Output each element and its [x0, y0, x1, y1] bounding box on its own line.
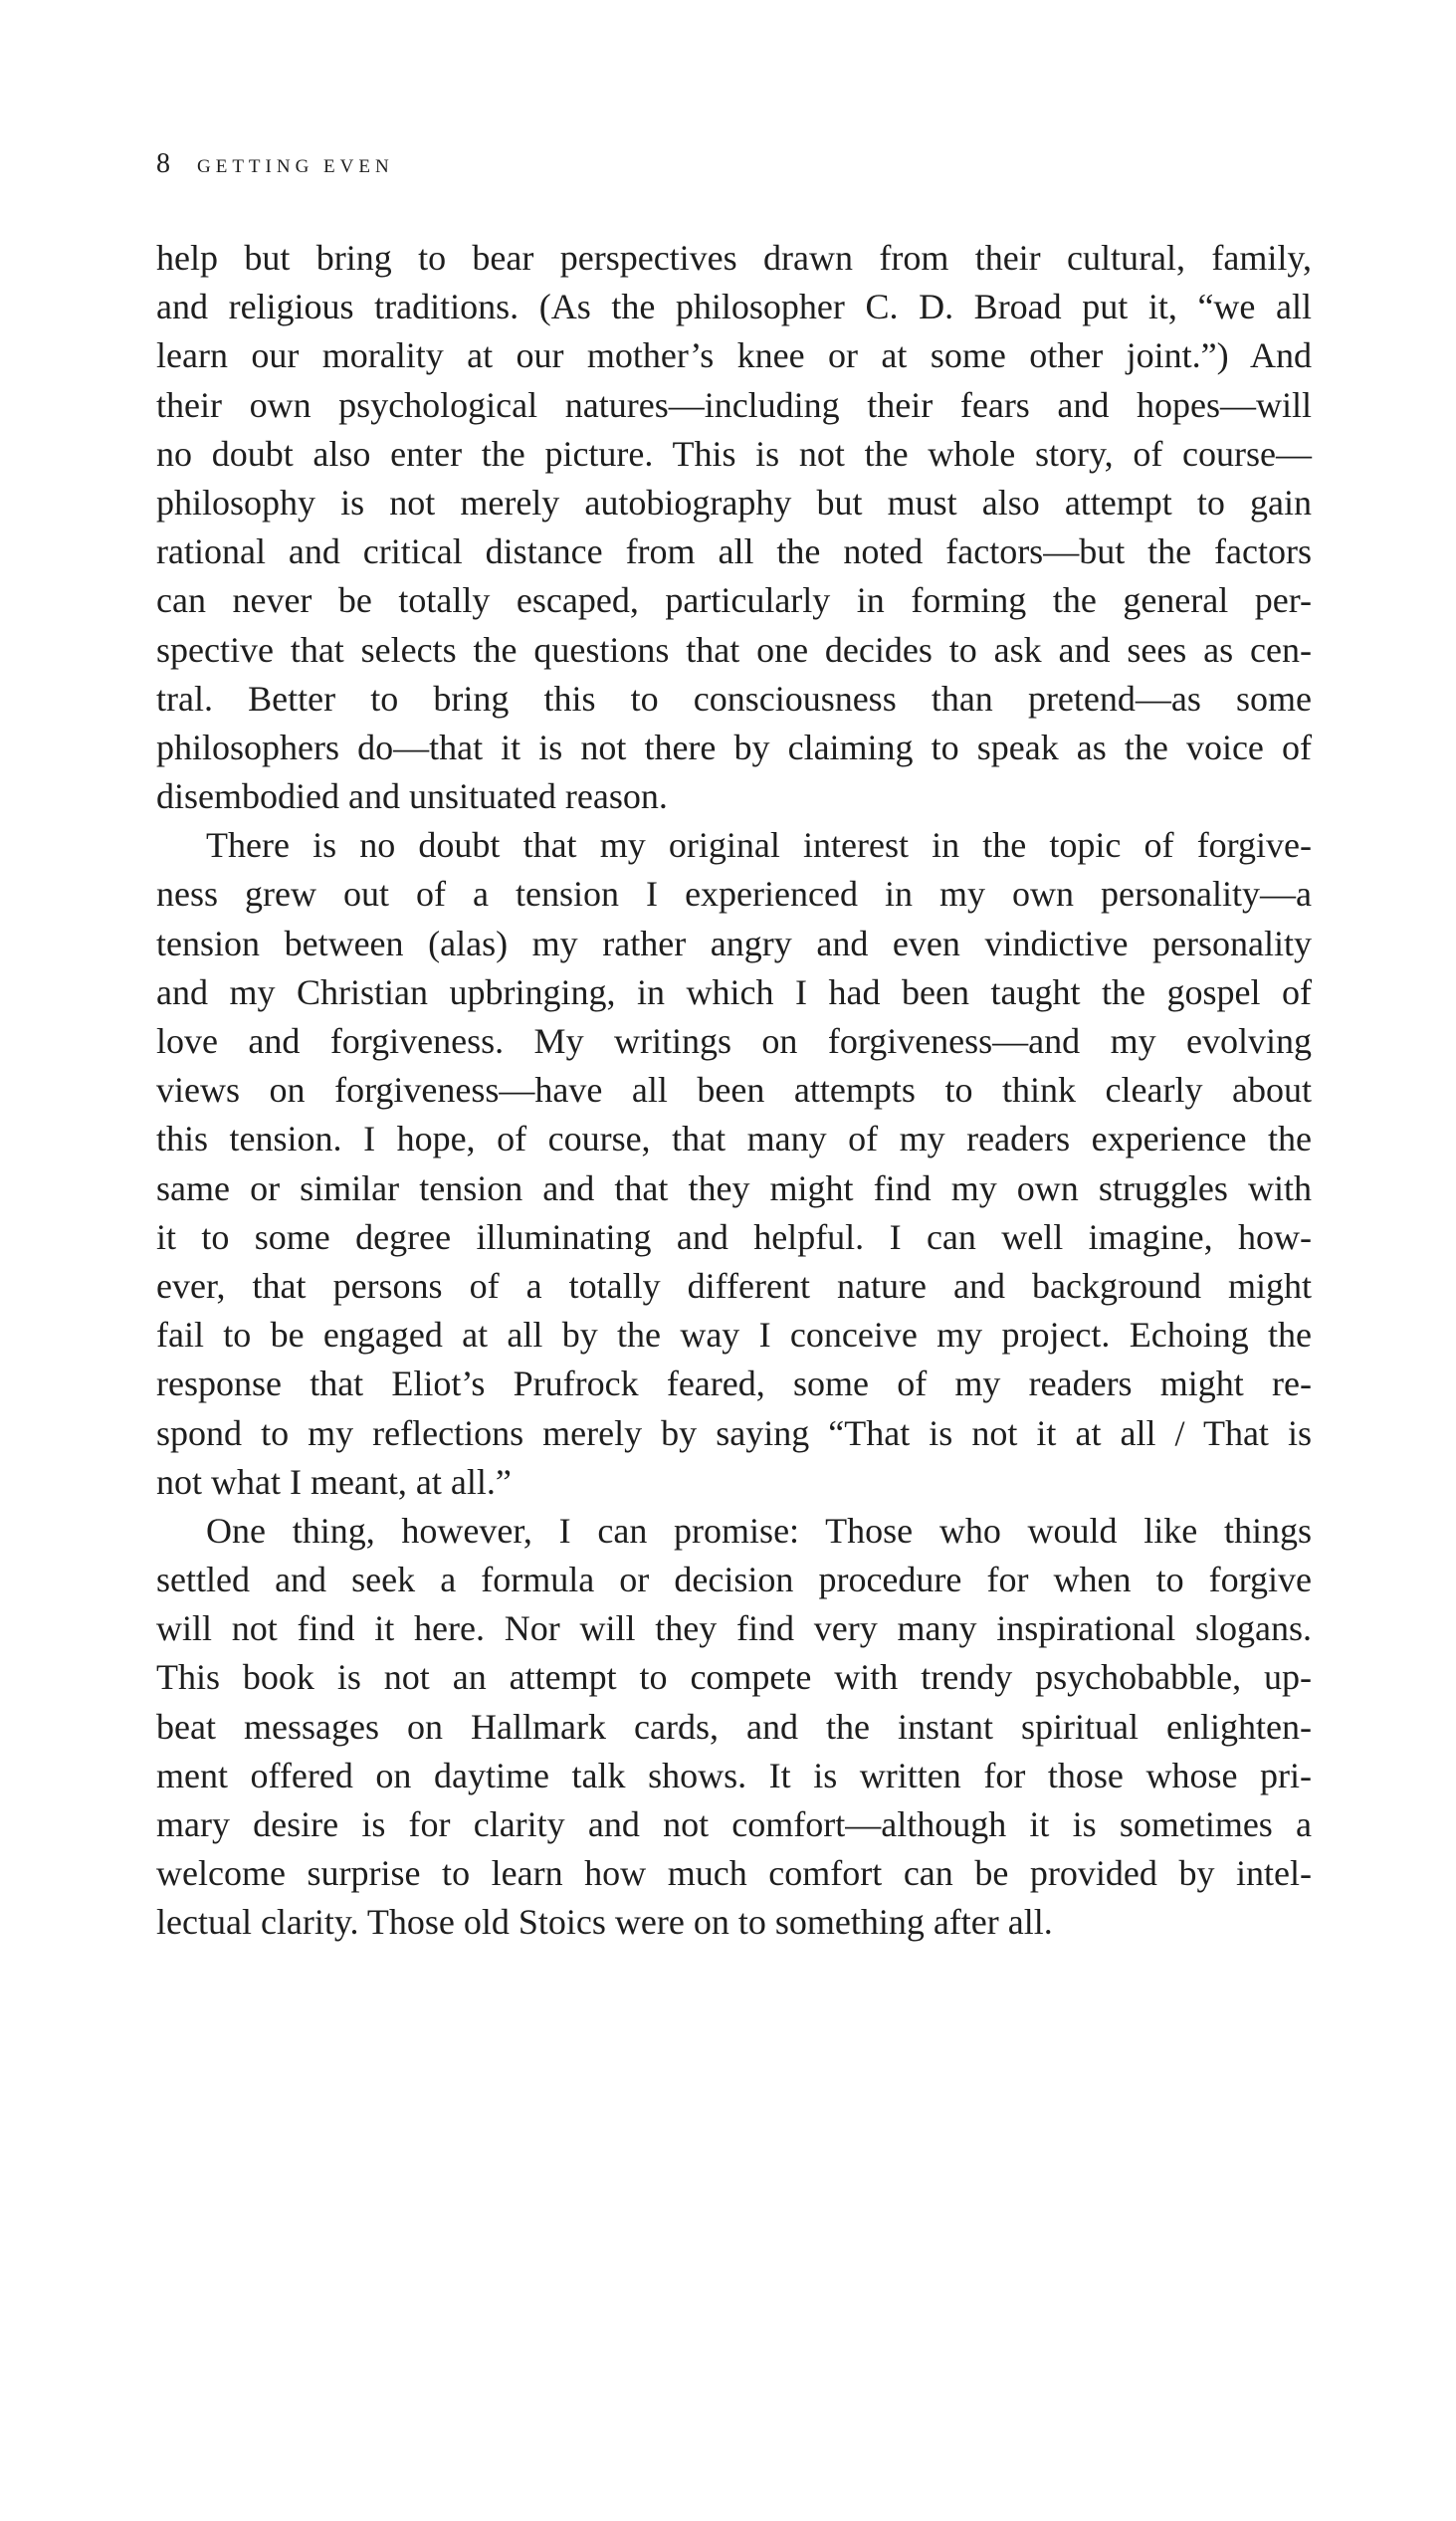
text-line: rational and critical distance from all the noted factors—but the factors — [156, 531, 1312, 572]
text-line: ness grew out of a tension I experienced in my own personality—a — [156, 874, 1312, 915]
text-line: lectual clarity. Those old Stoics were on to something after all. — [156, 1902, 1053, 1943]
text-line: love and forgiveness. My writings on forgiveness—and my evolving — [156, 1021, 1312, 1061]
text-line: beat messages on Hallmark cards, and the instant spiritual enlighten- — [156, 1706, 1312, 1747]
text-line: philosophers do—that it is not there by claiming to speak as the voice of — [156, 727, 1312, 767]
text-line: help but bring to bear perspectives drawn from their cultural, family, — [156, 238, 1312, 278]
text-line: There is no doubt that my original interest in the topic of forgive- — [206, 825, 1312, 866]
text-line: welcome surprise to learn how much comfort can be provided by intel- — [156, 1853, 1312, 1894]
text-line: will not find it here. Nor will they find very many inspirational slogans. — [156, 1608, 1312, 1649]
text-line: and my Christian upbringing, in which I had been taught the gospel of — [156, 971, 1312, 1012]
text-line: it to some degree illuminating and helpful. I can well imagine, how- — [156, 1216, 1312, 1257]
text-line: response that Eliot’s Prufrock feared, some of my readers might re- — [156, 1364, 1312, 1404]
text-line: fail to be engaged at all by the way I conceive my project. Echoing the — [156, 1315, 1312, 1356]
text-line: same or similar tension and that they might find my own struggles with — [156, 1167, 1312, 1208]
text-line: This book is not an attempt to compete with trendy psychobabble, up- — [156, 1657, 1312, 1698]
text-line: not what I meant, at all.” — [156, 1461, 512, 1502]
text-line: learn our morality at our mother’s knee or at some other joint.”) And — [156, 335, 1312, 376]
text-line: mary desire is for clarity and not comfort—although it is sometimes a — [156, 1804, 1312, 1844]
text-line: can never be totally escaped, particularly in forming the general per- — [156, 580, 1312, 621]
text-line: ever, that persons of a totally different nature and background might — [156, 1265, 1312, 1306]
text-line: their own psychological natures—including their fears and hopes—will — [156, 384, 1312, 425]
body-text — [156, 234, 1312, 1948]
text-line: settled and seek a formula or decision procedure for when to forgive — [156, 1560, 1312, 1600]
page-number: 8 — [156, 148, 170, 179]
text-line: spective that selects the questions that one decides to ask and sees as cen- — [156, 629, 1312, 670]
text-line: tral. Better to bring this to consciousness than pretend—as some — [156, 678, 1312, 719]
text-line: views on forgiveness—have all been attempts to think clearly about — [156, 1070, 1312, 1111]
text-line: ment offered on daytime talk shows. It is written for those whose pri- — [156, 1755, 1312, 1795]
running-head — [156, 147, 394, 184]
text-line: no doubt also enter the picture. This is not the whole story, of course— — [156, 433, 1312, 474]
paragraph — [156, 1507, 1312, 1948]
book-title: GETTING EVEN — [197, 156, 394, 177]
text-line: spond to my reflections merely by saying “That is not it at all / That is — [156, 1412, 1312, 1453]
text-line: tension between (alas) my rather angry and even vindictive personality — [156, 923, 1312, 963]
text-line: philosophy is not merely autobiography but must also attempt to gain — [156, 482, 1312, 523]
text-line: One thing, however, I can promise: Those who would like things — [206, 1510, 1312, 1551]
text-line: disembodied and unsituated reason. — [156, 776, 668, 817]
text-line: this tension. I hope, of course, that many of my readers experience the — [156, 1119, 1312, 1159]
text-line: and religious traditions. (As the philosopher C. D. Broad put it, “we all — [156, 287, 1312, 327]
paragraph — [156, 234, 1312, 821]
paragraph — [156, 821, 1312, 1507]
